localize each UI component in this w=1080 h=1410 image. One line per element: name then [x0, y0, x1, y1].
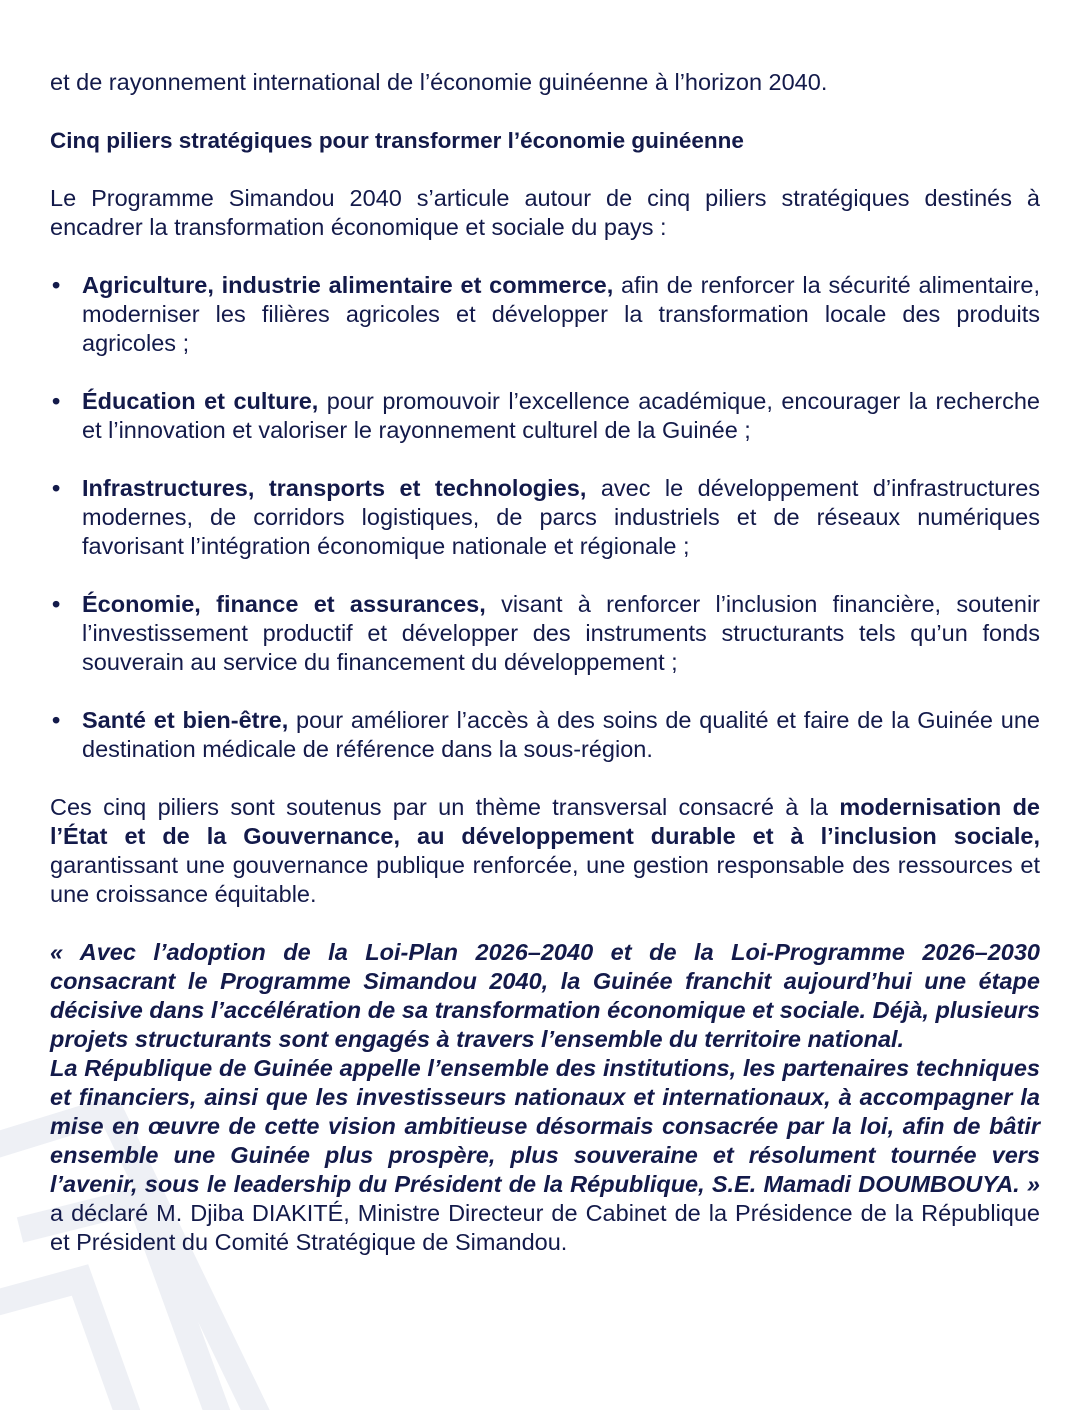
document-body	[50, 68, 1040, 1257]
quote-paragraph-1: « Avec l’adoption de la Loi-Plan 2026–2040 et de la Loi-Programme 2026–2030 consacrant le Programme Simandou 2040, la Guinée franchit aujourd’hui une étape décisive dans l’accélération de sa transformation économique et sociale. Déjà, plusieurs projets structurants sont engagés à travers l’ensemble du territoire national.	[50, 939, 1040, 1052]
section-heading: Cinq piliers stratégiques pour transformer l’économie guinéenne	[50, 128, 744, 153]
pillar-title: Éducation et culture,	[82, 388, 319, 414]
pillar-text: visant à renforcer l’inclusion financière, soutenir l’investissement productif et développer des instruments structurants tels qu’un fonds souverain au service du financement du développement ;	[82, 591, 1040, 675]
pillar-item-sante	[50, 706, 1040, 764]
quote-paragraph-2	[50, 1054, 1040, 1257]
transversal-tail: garantissant une gouvernance publique renforcée, une gestion responsable des ressources et une croissance équitable.	[50, 852, 1040, 907]
pillar-text: pour promouvoir l’excellence académique, encourager la recherche et l’innovation et valoriser le rayonnement culturel de la Guinée ;	[82, 388, 1040, 443]
pillar-item-economie	[50, 590, 1040, 677]
section-intro-paragraph: Le Programme Simandou 2040 s’articule autour de cinq piliers stratégiques destinés à encadrer la transformation économique et sociale du pays :	[50, 185, 1040, 240]
quote-text: La République de Guinée appelle l’ensemble des institutions, les partenaires techniques et financiers, ainsi que les investisseurs nationaux et internationaux, à accompagner la mise en œuvre de cette vision ambitieuse désormais consacrée par la loi, afin de bâtir ensemble une Guinée plus prospère, plus souveraine et résolument tournée vers l’avenir, sous le leadership du Président de la République, S.E. Mamadi DOUMBOUYA. »	[50, 1055, 1040, 1197]
pillar-title: Santé et bien-être,	[82, 707, 289, 733]
pillar-text: pour améliorer l’accès à des soins de qualité et faire de la Guinée une destination médicale de référence dans la sous-région.	[82, 707, 1040, 762]
pillar-item-infrastructures	[50, 474, 1040, 561]
quote-attribution: a déclaré M. Djiba DIAKITÉ, Ministre Directeur de Cabinet de la Présidence de la République et Président du Comité Stratégique de Simandou.	[50, 1200, 1040, 1255]
pillar-title: Agriculture, industrie alimentaire et commerce,	[82, 272, 614, 298]
pillar-text: afin de renforcer la sécurité alimentaire, moderniser les filières agricoles et développer la transformation locale des produits agricoles ;	[82, 272, 1040, 356]
pillar-title: Économie, finance et assurances,	[82, 591, 486, 617]
bullet-icon: •	[52, 707, 61, 733]
pillar-item-education	[50, 387, 1040, 445]
transversal-bold: modernisation de l’État et de la Gouvernance, au développement durable et à l’inclusion sociale,	[50, 794, 1040, 849]
pillars-list	[50, 271, 1040, 764]
pillar-title: Infrastructures, transports et technologies,	[82, 475, 587, 501]
bullet-icon: •	[52, 388, 61, 414]
bullet-icon: •	[52, 591, 61, 617]
transversal-lead: Ces cinq piliers sont soutenus par un thème transversal consacré à la	[50, 794, 840, 820]
intro-tail-paragraph: et de rayonnement international de l’économie guinéenne à l’horizon 2040.	[50, 69, 828, 95]
pillar-item-agriculture	[50, 271, 1040, 358]
transversal-paragraph	[50, 793, 1040, 909]
pillar-text: avec le développement d’infrastructures modernes, de corridors logistiques, de parcs industriels et de réseaux numériques favorisant l’intégration économique nationale et régionale ;	[82, 475, 1041, 559]
bullet-icon: •	[52, 272, 61, 298]
bullet-icon: •	[52, 475, 61, 501]
